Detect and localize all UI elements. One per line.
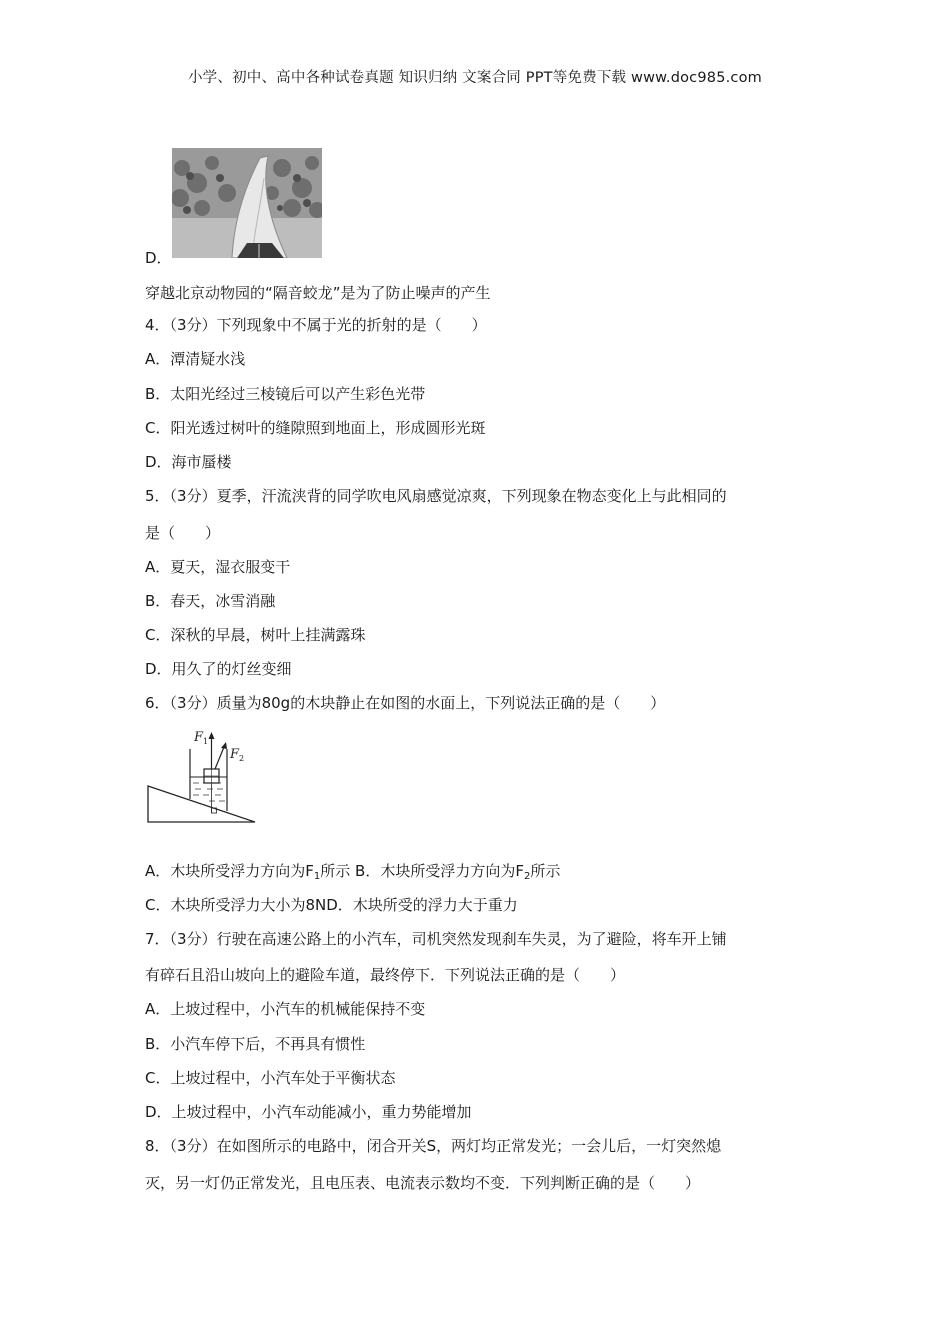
q7-option-a: A．上坡过程中，小汽车的机械能保持不变 [145,1000,426,1018]
f2-subscript: 2 [239,754,245,763]
q4-option-b: B．太阳光经过三棱镜后可以产生彩色光带 [145,385,426,403]
q7-option-d: D．上坡过程中，小汽车动能减小，重力势能增加 [145,1103,472,1121]
q6-option-a-sub: 1 [313,871,321,882]
q6-option-b-sub: 2 [523,871,531,882]
q5-option-b: B．春天，冰雪消融 [145,592,276,610]
q3-option-d-text: 穿越北京动物园的“隔音蛟龙”是为了防止噪声的产生 [145,284,491,302]
q8-stem-line1: 8．（3分）在如图所示的电路中，闭合开关S，两灯均正常发光；一会儿后，一灯突然熄 [145,1137,722,1155]
q5-stem-line2: 是（ ） [145,524,221,542]
q3-option-d-label: D． [145,249,172,267]
page-header: 小学、初中、高中各种试卷真题 知识归纳 文案合同 PPT等免费下载 www.doc985.com [187,70,763,86]
q6-stem: 6．（3分）质量为80g的木块静止在如图的水面上，下列说法正确的是（ ） [145,694,666,712]
f1-label: F [194,730,204,745]
q7-stem-line1: 7．（3分）行驶在高速公路上的小汽车，司机突然发现刹车失灵，为了避险，将车开上铺 [145,930,727,948]
q7-option-b: B．小汽车停下后，不再具有惯性 [145,1035,366,1053]
q6-options-ab [145,861,560,881]
q6-options-cd: C．木块所受浮力大小为8ND．木块所受的浮力大于重力 [145,896,518,914]
q6-option-a-post: 所示 B．木块所受浮力方向为F [320,862,524,880]
f1-subscript: 1 [203,737,209,746]
q4-option-c: C．阳光透过树叶的缝隙照到地面上，形成圆形光斑 [145,419,486,437]
q5-stem-line1: 5．（3分）夏季，汗流浃背的同学吹电风扇感觉凉爽，下列现象在物态变化上与此相同的 [145,487,727,505]
q7-stem-line2: 有碎石且沿山坡向上的避险车道，最终停下．下列说法正确的是（ ） [145,966,626,984]
q5-option-c: C．深秋的早晨，树叶上挂满露珠 [145,626,366,644]
q4-stem: 4．（3分）下列现象中不属于光的折射的是（ ） [145,316,487,334]
q6-buoyancy-figure [145,727,260,825]
q4-option-d: D．海市蜃楼 [145,453,232,471]
q5-option-a: A．夏天，湿衣服变干 [145,558,291,576]
f2-label: F [230,747,240,762]
q8-stem-line2: 灭，另一灯仍正常发光，且电压表、电流表示数均不变．下列判断正确的是（ ） [145,1174,701,1192]
q7-option-c: C．上坡过程中，小汽车处于平衡状态 [145,1069,396,1087]
q6-option-b-post: 所示 [530,862,561,880]
q5-option-d: D．用久了的灯丝变细 [145,660,292,678]
q4-option-a: A．潭清疑水浅 [145,350,246,368]
q6-option-a-pre: A．木块所受浮力方向为F [145,862,314,880]
noise-barrier-photo [172,148,322,258]
